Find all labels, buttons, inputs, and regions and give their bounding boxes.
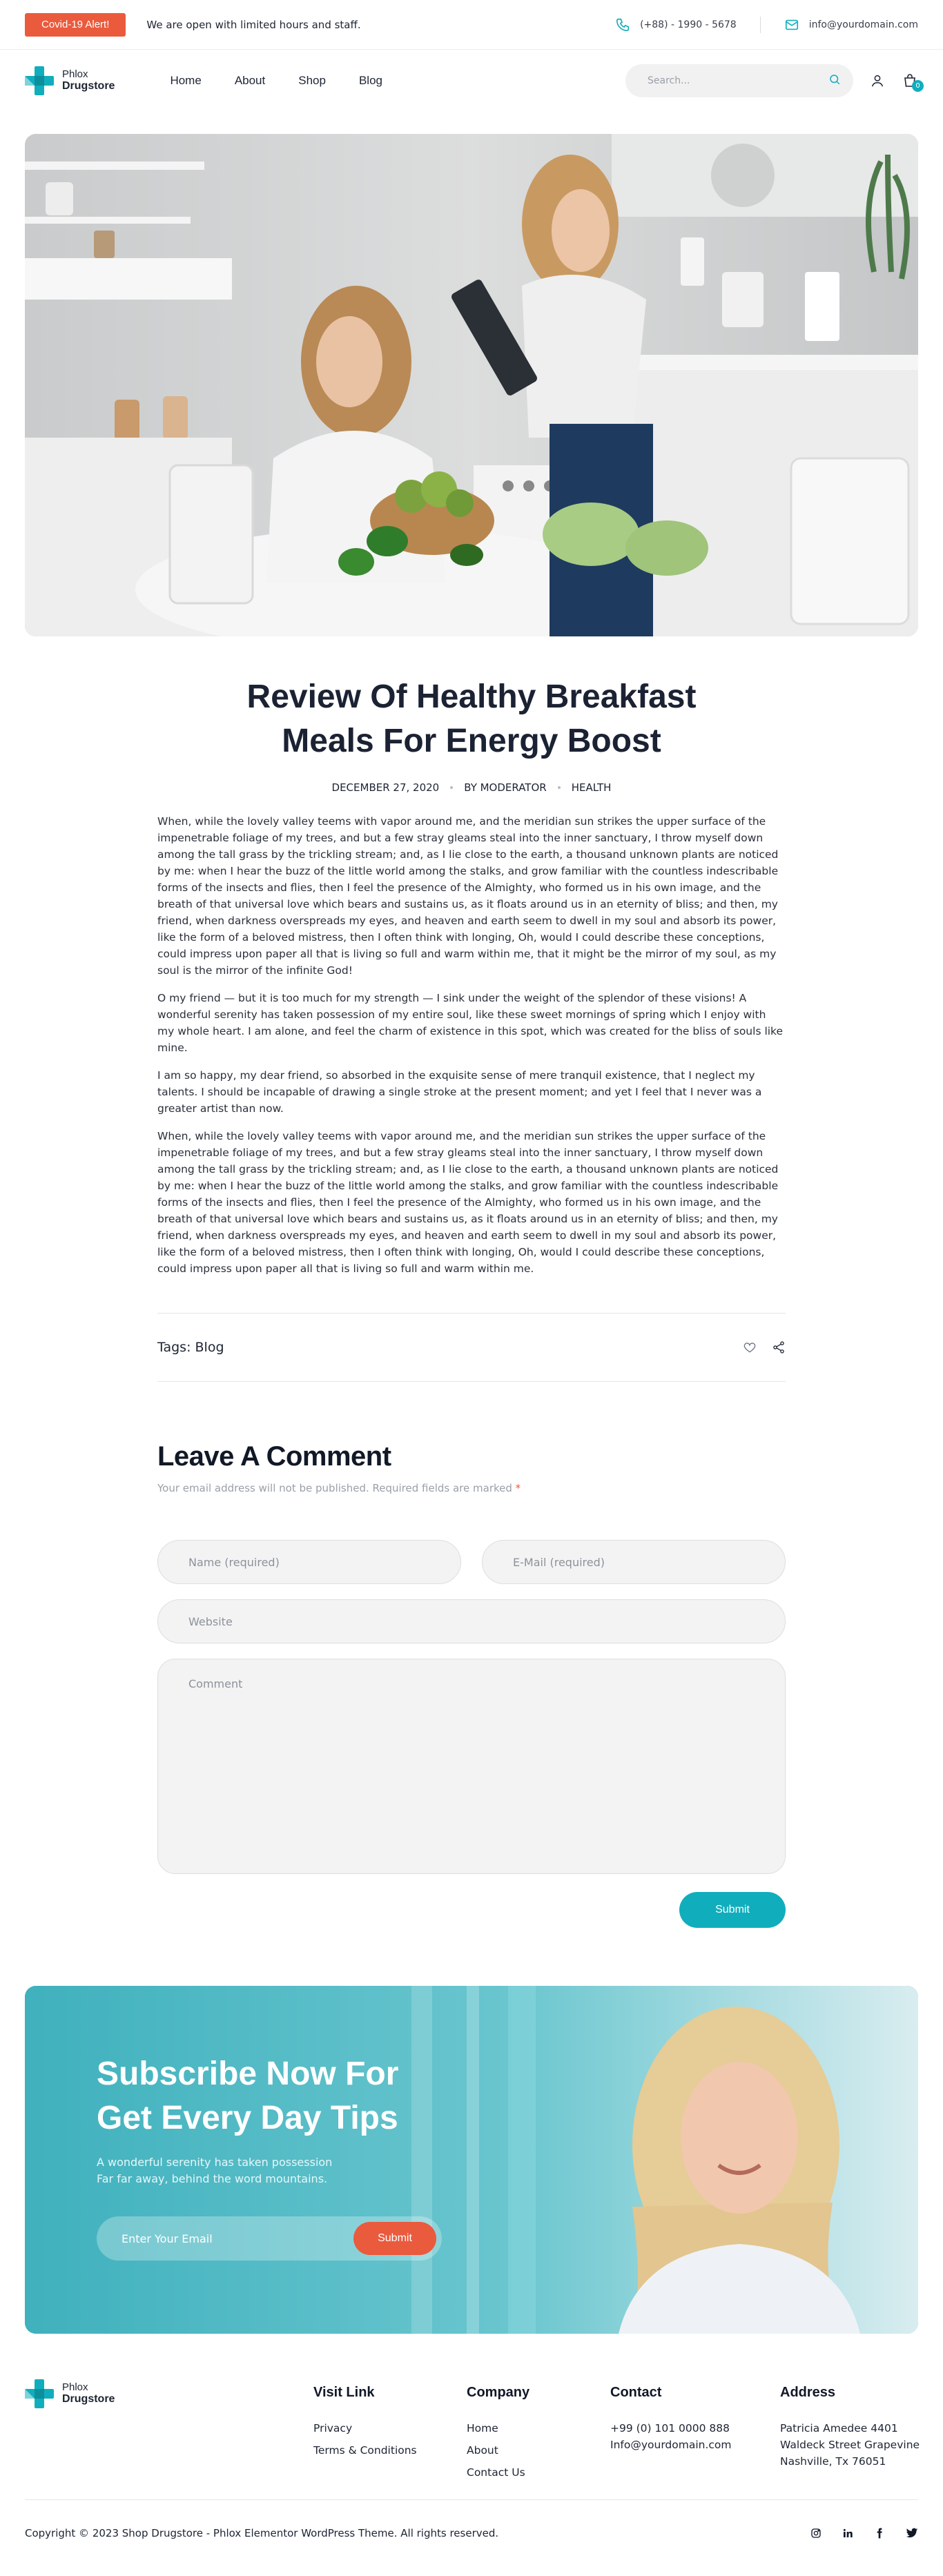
copyright-text: Copyright © 2023 Shop Drugstore - Phlox Elementor WordPress Theme. All rights reserved. [25,2526,499,2539]
footer-company-title: Company [467,2385,530,2400]
subscribe-title [97,2052,456,2140]
post-paragraph: When, while the lovely valley teems with vapor around me, and the meridian sun strikes the upper surface of the impenetrable foliage of my trees, and but a few stray gleams steal into the inner sanctuary, I throw myself down among the tall grass by the trickling stream; and, as I lie close to the earth, a thousand unknown plants are noticed by me: when I hear the buzz of the little world among the stalks, and grow familiar with the countless indescribable forms of the insects and flies, then I feel the presence of the Almighty, who formed us in his own image, and the breath of that universal love which bears and sustains us, as it floats around us in an eternity of bliss; and then, my friend, when darkness overspreads my eyes, and heaven and earth seem to dwell in my soul and absorb its power, like the form of a beloved mistress, then I often think with longing, Oh, would I could describe these conceptions, could impress upon paper all that is living so full and warm within me, that it might be the mirror of my soul, as my soul is the mirror of the infinite God! [157,815,779,977]
footer-contact-lines [610,2420,732,2453]
logo-line2: Drugstore [62,80,115,92]
footer-company-column [467,2385,529,2486]
comment-name-email-row [157,1540,786,1584]
post-date[interactable]: DECEMBER 27, 2020 [331,781,440,794]
hero-image [25,134,918,636]
subscribe-email-placeholder: Enter Your Email [121,2232,213,2245]
footer-link-home[interactable]: Home [467,2422,498,2434]
subscribe-email-input[interactable] [97,2216,442,2261]
top-notice: We are open with limited hours and staff. [146,18,361,31]
footer-contact-phone[interactable]: +99 (0) 101 0000 888 [610,2422,730,2434]
footer-address-line: Patricia Amedee 4401 [780,2422,898,2434]
subscribe-content [97,2052,456,2261]
search-icon[interactable] [828,73,841,88]
footer-contact-email[interactable]: Info@yourdomain.com [610,2439,732,2451]
comment-submit-row [157,1892,786,1928]
footer-link-about[interactable]: About [467,2444,498,2457]
post-title [157,675,786,763]
footer-address-lines [780,2420,920,2470]
social-links [790,2528,918,2539]
subscribe-title-line2: Get Every Day Tips [97,2100,398,2136]
top-email[interactable]: info@yourdomain.com [808,19,918,30]
footer-link-privacy[interactable]: Privacy [313,2422,353,2434]
comment-title: Leave A Comment [157,1441,391,1472]
kitchen-scene-illustration [25,134,918,636]
subscribe-submit-button[interactable]: Submit [353,2222,436,2255]
comment-submit-button[interactable]: Submit [679,1892,786,1928]
site-footer [0,2334,943,2566]
logo-text [62,68,115,93]
mail-icon [784,17,799,32]
post-meta [157,781,786,794]
tags-bar [157,1313,786,1382]
post-category[interactable]: HEALTH [571,781,612,794]
search-placeholder: Search... [648,75,690,86]
email-field[interactable] [482,1540,786,1584]
article [157,675,786,1928]
footer-link-terms[interactable]: Terms & Conditions [313,2444,417,2457]
cross-logo-icon [25,66,54,95]
footer-address-line: Nashville, Tx 76051 [780,2455,886,2468]
cart-icon[interactable] [902,72,918,89]
meta-separator [450,786,453,789]
footer-contact-title: Contact [610,2385,662,2400]
top-contacts [615,17,918,33]
site-header [0,50,943,112]
nav-about[interactable]: About [234,74,266,87]
required-mark: * [515,1482,521,1494]
post-paragraph: When, while the lovely valley teems with vapor around me, and the meridian sun strikes the upper surface of the impenetrable foliage of my trees, and but a few stray gleams steal into the inner sanctuary, I throw myself down among the tall grass by the trickling stream; and, as I lie close to the earth, a thousand unknown plants are noticed by me: when I hear the buzz of the little world among the stalks, and grow familiar with the countless indescribable forms of the insects and flies, then I feel the presence of the Almighty, who formed us in his own image, and the breath of that universal love which bears and sustains us, as it floats around us in an eternity of bliss; and then, my friend, when darkness overspreads my eyes, and heaven and earth seem to dwell in my soul and absorb its power, like the form of a beloved mistress, then I often think with longing, Oh, would I could describe these conceptions, could impress upon paper all that is living so full and warm within me. [157,1130,779,1275]
post-paragraph: O my friend — but it is too much for my strength — I sink under the weight of the splendor of these visions! A wonderful serenity has taken possession of my entire soul, like these sweet mornings of spring which I enjoy with my whole heart. I am alone, and feel the charm of existence in this spot, which was created for the bliss of souls like mine. [157,992,784,1054]
search-input[interactable] [625,64,853,97]
cross-logo-icon [25,2379,54,2408]
subscribe-title-line1: Subscribe Now For [97,2056,399,2092]
tags-label: Tags: [157,1340,191,1355]
nav-home[interactable]: Home [170,74,202,87]
site-logo[interactable] [25,66,115,95]
post-title-line2: Meals For Energy Boost [282,723,661,759]
post-paragraph: I am so happy, my dear friend, so absorbed in the exquisite sense of mere tranquil existence, that I neglect my talents. I should be incapable of drawing a single stroke at the present moment; and yet I feel that I never was a greater artist than now. [157,1069,762,1115]
top-bar [0,0,943,50]
main-nav [170,74,416,88]
footer-bottom-bar [25,2499,918,2566]
comment-note [157,1482,786,1494]
website-placeholder: Website [188,1614,233,1628]
facebook-icon[interactable] [874,2528,885,2539]
header-tools [625,64,918,97]
linkedin-icon[interactable] [842,2528,853,2539]
meta-separator [558,786,561,789]
footer-logo-line2: Drugstore [62,2393,115,2406]
post-title-line1: Review Of Healthy Breakfast [246,679,697,715]
post-actions [728,1340,786,1354]
instagram-icon[interactable] [810,2528,822,2539]
post-tags [157,1340,224,1355]
footer-address-line: Waldeck Street Grapevine [780,2439,920,2451]
nav-shop[interactable]: Shop [298,74,326,87]
top-phone[interactable]: (+88) - 1990 - 5678 [640,19,737,30]
email-placeholder: E-Mail (required) [513,1555,605,1569]
twitter-icon[interactable] [906,2528,918,2539]
comment-placeholder: Comment [188,1677,243,1690]
footer-logo-text [62,2381,115,2406]
comment-textarea[interactable] [157,1659,786,1874]
name-field[interactable] [157,1540,461,1584]
website-field[interactable] [157,1599,786,1643]
subscribe-banner [25,1986,918,2334]
name-placeholder: Name (required) [188,1555,280,1569]
footer-visit-title: Visit Link [313,2385,375,2400]
heart-icon[interactable] [743,1340,757,1354]
footer-address-column [780,2385,920,2470]
footer-link-contact[interactable]: Contact Us [467,2466,525,2479]
footer-visit-column [313,2385,417,2464]
post-author[interactable]: BY MODERATOR [464,781,547,794]
cart-count-badge: 0 [912,80,924,92]
covid-alert-button[interactable]: Covid-19 Alert! [25,13,126,37]
tag-link[interactable]: Blog [195,1340,224,1355]
logo-line1: Phlox [62,68,88,81]
comment-form [157,1441,786,1928]
footer-contact-column [610,2385,732,2453]
footer-address-title: Address [780,2385,836,2400]
subscribe-text: A wonderful serenity has taken possession Far far away, behind the word mountains. [97,2156,333,2185]
footer-logo-line1: Phlox [62,2381,88,2394]
post-body [157,813,786,1277]
phone-icon [615,17,630,32]
footer-logo[interactable] [25,2379,115,2408]
comment-note-text: Your email address will not be published. Required fields are marked [157,1482,512,1494]
user-icon[interactable] [870,73,885,88]
nav-blog[interactable]: Blog [358,74,382,87]
top-divider [760,17,761,33]
share-icon[interactable] [772,1340,786,1354]
